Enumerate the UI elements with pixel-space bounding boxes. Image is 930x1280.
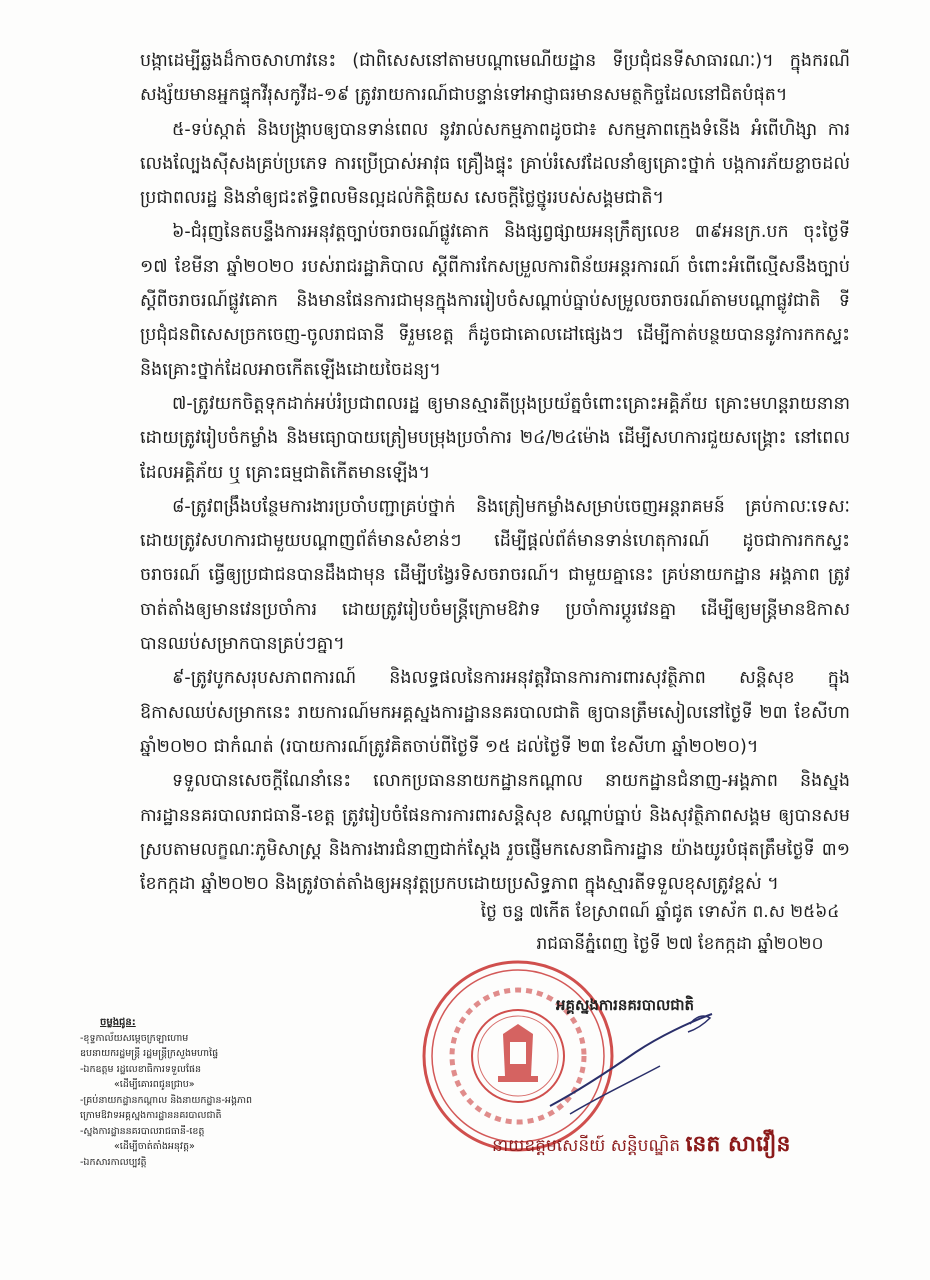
- body-text: [140, 44, 850, 901]
- paragraph-item-8: ៨-ត្រូវពង្រឹងបន្ថែមការងារប្រចាំបញ្ជាគ្រប់ថ្នាក់ និងត្រៀមកម្លាំងសម្រាប់ចេញអន្តរាគមន៍ គ្រប់កាលៈទេសៈ ដោយត្រូវសហការជាមួយបណ្តាញព័ត៌មានសំខាន់ៗ ដើម្បីផ្តល់ព័ត៌មានទាន់ហេតុការណ៍ ដូចជាការកកស្ទះចរាចរណ៍ ធ្វើឲ្យប្រជាជនបានដឹងជាមុន ដើម្បីបង្វែរទិសចរាចរណ៍។ ជាមួយគ្នានេះ គ្រប់នាយកដ្ឋាន អង្គភាព ត្រូវចាត់តាំងឲ្យមានវេនប្រចាំការ ដោយត្រូវរៀបចំមន្ត្រីក្រោមឱវាទ ប្រចាំការប្តូរវេនគ្នា ដើម្បីឲ្យមន្ត្រីមានឱកាសបានឈប់សម្រាកបានគ្រប់ៗគ្នា។: [140, 496, 850, 655]
- signatory-name-block: [492, 1130, 790, 1162]
- recipient-note: «ដើម្បីចាត់តាំងអនុវត្ត»: [114, 1141, 195, 1152]
- recipient-line: -ឯកឧត្តម រដ្ឋលេខាធិការទទួលផែន: [80, 1063, 202, 1075]
- signatory-name: នេត សាវឿន: [685, 1132, 791, 1157]
- paragraph-item-5: ៥-ទប់ស្កាត់ និងបង្ក្រាបឲ្យបានទាន់ពេល នូវរាល់សកម្មភាពដូចជា៖ សកម្មភាពក្មេងទំនើង អំពើហិង្សា ការលេងល្បែងស៊ីសងគ្រប់ប្រភេទ ការប្រើប្រាស់អាវុធ គ្រឿងផ្ទុះ គ្រាប់រំសេវដែលនាំឲ្យគ្រោះថ្នាក់ បង្កការភ័យខ្លាចដល់ប្រជាពលរដ្ឋ និងនាំឲ្យជះឥទ្ធិពលមិនល្អដល់កិត្តិយស សេចក្តីថ្លៃថ្នូររបស់សង្គមជាតិ។: [140, 119, 850, 209]
- recipient-line: ឧបនាយករដ្ឋមន្ត្រី រដ្ឋមន្ត្រីក្រសួងមហាផ្ទៃ: [80, 1048, 219, 1059]
- recipient-line: ក្រោមឱវាទអគ្គស្នងការដ្ឋាននគរបាលជាតិ: [80, 1110, 222, 1121]
- handwritten-signature: [540, 1010, 720, 1120]
- signatory-rank: នាយឧត្តមសេនីយ៍ សន្តិបណ្ឌិត: [492, 1136, 681, 1156]
- paragraph-item-6: ៦-ជំរុញនៃតបន្ទឹងការអនុវត្តច្បាប់ចរាចរណ៍ផ្លូវគោក និងផ្សព្វផ្សាយអនុក្រឹត្យលេខ ៣៩អនក្រ.បក ចុះថ្ងៃទី ១៧ ខែមីនា ឆ្នាំ២០២០ របស់រាជរដ្ឋាភិបាល ស្តីពីការកែសម្រួលការពិន័យអន្តរការណ៍ ចំពោះអំពើល្មើសនឹងច្បាប់ស្តីពីចរាចរណ៍ផ្លូវគោក និងមានផែនការជាមុនក្នុងការរៀបចំសណ្តាប់ធ្នាប់សម្រួលចរាចរណ៍តាមបណ្តាផ្លូវជាតិ ទីប្រជុំជនពិសេសច្រកចេញ-ចូលរាជធានី ទីរួមខេត្ត ក៏ដូចជាគោលដៅផ្សេងៗ ដើម្បីកាត់បន្ថយបាននូវការកកស្ទះ និងគ្រោះថ្នាក់ដែលអាចកើតឡើងដោយចៃដន្យ។: [140, 222, 850, 380]
- recipients-heading: ចម្លងជូន:: [100, 1017, 136, 1028]
- solar-date: រាជធានីភ្នំពេញ ថ្ងៃទី ២៧ ខែកក្កដា ឆ្នាំ២០២០: [536, 934, 824, 954]
- recipient-note: «ដើម្បីគោរពជូនជ្រាប»: [114, 1079, 195, 1090]
- signatory-title: អគ្គស្នងការនគរបាលជាតិ: [556, 996, 695, 1014]
- recipient-line: -ស្នងការដ្ឋាននគរបាលរាជធានី-ខេត្ត: [80, 1125, 205, 1137]
- paragraph-item-9: ៩-ត្រូវបូកសរុបសភាពការណ៍ និងលទ្ធផលនៃការអនុវត្តវិធានការការពារសុវត្ថិភាព សន្តិសុខ ក្នុងឱកាសឈប់សម្រាកនេះ រាយការណ៍មកអគ្គស្នងការដ្ឋាននគរបាលជាតិ ឲ្យបានត្រឹមសៀលនៅថ្ងៃទី ២៣ ខែសីហា ឆ្នាំ២០២០ ជាកំណត់ (របាយការណ៍ត្រូវគិតចាប់ពីថ្ងៃទី ១៥ ដល់ថ្ងៃទី ២៣ ខែសីហា ឆ្នាំ២០២០)។: [140, 668, 850, 757]
- recipients-list: [80, 1015, 310, 1170]
- paragraph-continuation: បង្កាដេម្បីឆ្លងដ៏កាចសាហាវនេះ (ជាពិសេសនៅតាមបណ្តាមេណីយដ្ឋាន ទីប្រជុំជនទីសាធារណៈ)។ ក្នុងករណីសង្ស័យមានអ្នកផ្ទុកវីរុសកូវីដ-១៩ ត្រូវរាយការណ៍ជាបន្ទាន់ទៅអាជ្ញាធរមានសមត្ថកិច្ចដែលនៅជិតបំផុត។: [140, 51, 850, 106]
- paragraph-closing: ទទួលបានសេចក្តីណែនាំនេះ លោកប្រធាននាយកដ្ឋានកណ្តាល នាយកដ្ឋានជំនាញ-អង្គភាព និងស្នងការដ្ឋាននគរបាលរាជធានី-ខេត្ត ត្រូវរៀបចំផែនការការពារសន្តិសុខ សណ្តាប់ធ្នាប់ និងសុវត្ថិភាពសង្គម ឲ្យបានសមស្របតាមលក្ខណៈភូមិសាស្ត្រ និងការងារជំនាញជាក់ស្តែង រួចផ្ញើមកសេនាធិការដ្ឋាន យ៉ាងយូរបំផុតត្រឹមថ្ងៃទី ៣១ ខែកក្កដា ឆ្នាំ២០២០ និងត្រូវចាត់តាំងឲ្យអនុវត្តប្រកបដោយប្រសិទ្ធភាព ក្នុងស្មារតីទទួលខុសត្រូវខ្ពស់ ។: [140, 771, 850, 895]
- date-block: [420, 896, 880, 960]
- recipient-line: -គ្រប់នាយកដ្ឋានកណ្តាល និងនាយកដ្ឋាន-អង្គភាព: [80, 1094, 253, 1106]
- lunar-date: ថ្ងៃ ចន្ទ ៧កើត ខែស្រាពណ៍ ឆ្នាំជូត ទោស័ក ព.ស ២៥៦៤: [480, 902, 840, 922]
- paragraph-item-7: ៧-ត្រូវយកចិត្តទុកដាក់អប់រំប្រជាពលរដ្ឋ ឲ្យមានស្មារតីប្រុងប្រយ័ត្នចំពោះគ្រោះអគ្គិភ័យ គ្រោះមហន្តរាយនានា ដោយត្រូវរៀបចំកម្លាំង និងមធ្យោបាយត្រៀមបម្រុងប្រចាំការ ២៤/២៤ម៉ោង ដើម្បីសហការជួយសង្គ្រោះ នៅពេលដែលអគ្គិភ័យ ឬ គ្រោះធម្មជាតិកើតមានឡើង។: [140, 393, 850, 483]
- recipient-line: -ឯកសារកាលប្បវត្តិ: [80, 1156, 147, 1168]
- recipient-line: -ខុទ្ទកាល័យសម្តេចក្រឡាហោម: [80, 1032, 189, 1044]
